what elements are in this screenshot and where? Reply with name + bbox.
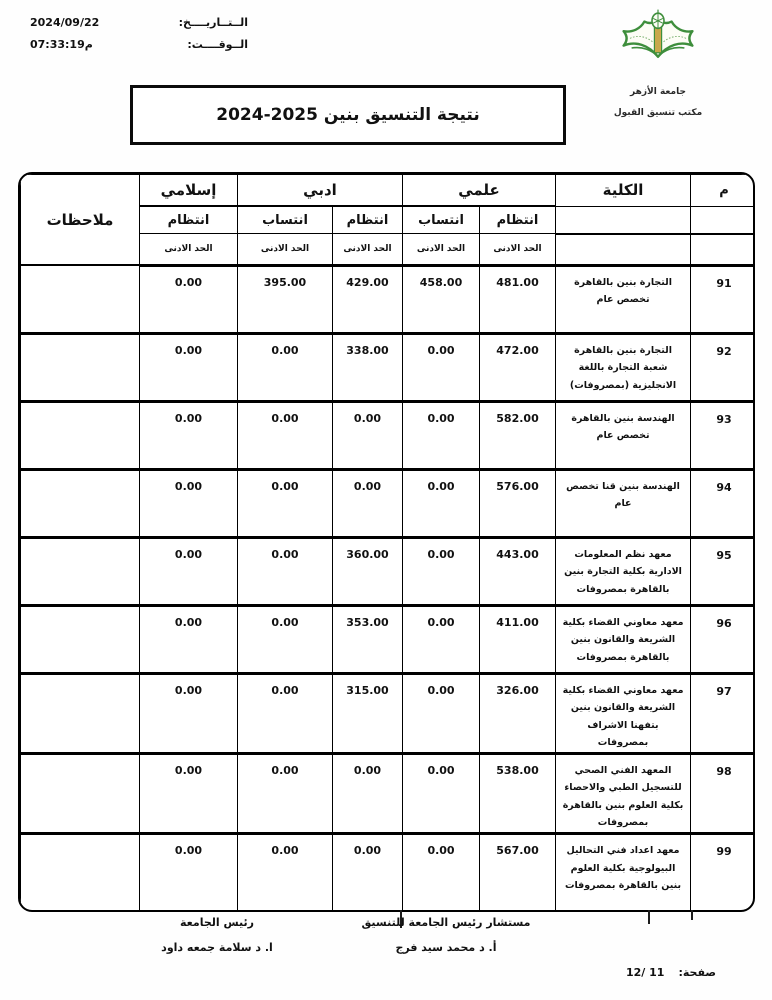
azhar-emblem-icon: [618, 8, 698, 80]
table-row: [21, 265, 756, 333]
cell-sci-regular: 443.00: [480, 537, 556, 605]
cell-sci-affiliation: 0.00: [403, 753, 480, 833]
min-limit-label: الحد الادنى: [238, 234, 333, 266]
table-row: [21, 753, 756, 833]
subheader-sci-affiliation: انتساب: [403, 206, 480, 234]
cell-sci-affiliation: 0.00: [403, 333, 480, 401]
cell-isl-regular: 0.00: [140, 333, 238, 401]
table-body: [21, 265, 756, 912]
report-title: نتيجة التنسيق بنين 2025-2024: [216, 105, 480, 125]
cell-lit-affiliation: 0.00: [238, 537, 333, 605]
col-header-serial: م: [691, 175, 755, 207]
date-value: 2024/09/22: [30, 16, 100, 29]
cell-sci-regular: 576.00: [480, 469, 556, 537]
cell-serial: 95: [691, 537, 755, 605]
col-header-notes: ملاحظات: [21, 175, 140, 266]
cell-lit-affiliation: 0.00: [238, 401, 333, 469]
cell-lit-regular: 315.00: [333, 673, 403, 753]
cell-sci-affiliation: 0.00: [403, 537, 480, 605]
cell-isl-regular: 0.00: [140, 537, 238, 605]
cell-college: الهندسة بنين قنا تخصص عام: [556, 469, 691, 537]
cell-isl-regular: 0.00: [140, 753, 238, 833]
time-row: [30, 38, 248, 51]
cell-lit-regular: 0.00: [333, 753, 403, 833]
results-table: [20, 174, 755, 912]
signature-coordination-advisor: [340, 916, 552, 954]
col-header-islamic: إسلامي: [140, 175, 238, 207]
cell-sci-affiliation: 0.00: [403, 401, 480, 469]
page-label: صفحة:: [678, 966, 716, 979]
cell-notes: [21, 537, 140, 605]
cell-notes: [21, 265, 140, 333]
cell-lit-affiliation: 0.00: [238, 753, 333, 833]
cell-college: معهد معاوني القضاء بكلية الشريعة والقانون بنين بالقاهرة بمصروفات: [556, 605, 691, 673]
cell-serial: 92: [691, 333, 755, 401]
cell-lit-affiliation: 0.00: [238, 834, 333, 913]
cell-lit-regular: 360.00: [333, 537, 403, 605]
cell-sci-regular: 567.00: [480, 834, 556, 913]
university-name: جامعة الأزهر: [630, 87, 686, 97]
cell-notes: [21, 753, 140, 833]
min-limit-label: الحد الادنى: [140, 234, 238, 266]
cell-isl-regular: 0.00: [140, 469, 238, 537]
cell-notes: [21, 333, 140, 401]
date-label: الــتــاريــــخ:: [178, 16, 248, 29]
cell-sci-affiliation: 0.00: [403, 605, 480, 673]
cell-serial: 94: [691, 469, 755, 537]
cell-notes: [21, 469, 140, 537]
col-header-literary: ادبي: [238, 175, 403, 207]
cell-sci-affiliation: 0.00: [403, 469, 480, 537]
column-line-remnant: [691, 910, 693, 920]
column-line-remnant: [648, 910, 650, 924]
cell-sci-regular: 472.00: [480, 333, 556, 401]
min-limit-label: الحد الادنى: [333, 234, 403, 266]
cell-sci-regular: 481.00: [480, 265, 556, 333]
cell-sci-regular: 411.00: [480, 605, 556, 673]
subheader-lit-affiliation: انتساب: [238, 206, 333, 234]
min-limit-label: الحد الادنى: [480, 234, 556, 266]
cell-notes: [21, 605, 140, 673]
cell-sci-regular: 582.00: [480, 401, 556, 469]
cell-serial: 91: [691, 265, 755, 333]
page-value: 12/ 11: [625, 966, 665, 979]
col-header-college: الكلية: [556, 175, 691, 207]
table-row: [21, 401, 756, 469]
cell-lit-affiliation: 0.00: [238, 333, 333, 401]
header-blank-college: [556, 206, 691, 234]
cell-sci-regular: 538.00: [480, 753, 556, 833]
cell-college: التجارة بنين بالقاهرة شعبة التجارة باللغة الانجليزية (بمصروفات): [556, 333, 691, 401]
cell-serial: 97: [691, 673, 755, 753]
signature-name: أ. د محمد سيد فرج: [395, 941, 497, 954]
cell-notes: [21, 401, 140, 469]
cell-isl-regular: 0.00: [140, 834, 238, 913]
cell-college: معهد نظم المعلومات الادارية بكلية التجارة بنين بالقاهرة بمصروفات: [556, 537, 691, 605]
cell-lit-regular: 0.00: [333, 469, 403, 537]
cell-lit-regular: 0.00: [333, 834, 403, 913]
header-blank-college-2: [556, 234, 691, 266]
signature-title: رئيس الجامعة: [180, 916, 254, 929]
signature-university-president: [112, 916, 322, 954]
cell-lit-regular: 0.00: [333, 401, 403, 469]
signature-title: مستشار رئيس الجامعة للتنسيق: [361, 916, 531, 929]
datetime-block: [30, 16, 248, 51]
table-row: [21, 605, 756, 673]
subheader-sci-regular: انتظام: [480, 206, 556, 234]
header-blank-serial-2: [691, 234, 755, 266]
cell-sci-affiliation: 458.00: [403, 265, 480, 333]
time-value: 07:33:19م: [30, 38, 93, 51]
table-row: [21, 333, 756, 401]
subheader-isl-regular: انتظام: [140, 206, 238, 234]
cell-lit-regular: 338.00: [333, 333, 403, 401]
cell-isl-regular: 0.00: [140, 673, 238, 753]
table-row: [21, 834, 756, 913]
cell-college: التجارة بنين بالقاهرة تخصص عام: [556, 265, 691, 333]
cell-serial: 96: [691, 605, 755, 673]
cell-lit-affiliation: 0.00: [238, 673, 333, 753]
cell-serial: 93: [691, 401, 755, 469]
cell-isl-regular: 0.00: [140, 605, 238, 673]
university-logo-block: [608, 8, 708, 118]
subheader-lit-regular: انتظام: [333, 206, 403, 234]
cell-lit-regular: 429.00: [333, 265, 403, 333]
table-row: [21, 469, 756, 537]
cell-lit-affiliation: 395.00: [238, 265, 333, 333]
cell-isl-regular: 0.00: [140, 265, 238, 333]
cell-college: المعهد الفني الصحي للتسجيل الطبي والاحصاء بكلية العلوم بنين بالقاهرة بمصروفات: [556, 753, 691, 833]
cell-serial: 98: [691, 753, 755, 833]
time-label: الــوقــــت:: [187, 38, 248, 51]
page-number: [596, 966, 716, 979]
report-title-box: [130, 85, 566, 145]
min-limit-label: الحد الادنى: [403, 234, 480, 266]
cell-lit-affiliation: 0.00: [238, 605, 333, 673]
cell-notes: [21, 834, 140, 913]
cell-college: الهندسة بنين بالقاهرة تخصص عام: [556, 401, 691, 469]
date-row: [30, 16, 248, 29]
office-name: مكتب تنسيق القبول: [613, 108, 703, 118]
cell-serial: 99: [691, 834, 755, 913]
cell-college: معهد اعداد فني التحاليل البيولوجية بكلية العلوم بنين بالقاهرة بمصروفات: [556, 834, 691, 913]
table-row: [21, 673, 756, 753]
cell-lit-affiliation: 0.00: [238, 469, 333, 537]
col-header-scientific: علمي: [403, 175, 556, 207]
cell-sci-affiliation: 0.00: [403, 673, 480, 753]
cell-lit-regular: 353.00: [333, 605, 403, 673]
signature-name: ا. د سلامة جمعه داود: [161, 941, 273, 954]
results-table-wrapper: [18, 172, 755, 912]
cell-college: معهد معاوني القضاء بكلية الشريعة والقانون بنين بتفهنا الاشراف بمصروفات: [556, 673, 691, 753]
header-blank-serial: [691, 206, 755, 234]
cell-isl-regular: 0.00: [140, 401, 238, 469]
cell-notes: [21, 673, 140, 753]
cell-sci-affiliation: 0.00: [403, 834, 480, 913]
table-row: [21, 537, 756, 605]
table-header: [21, 175, 756, 266]
cell-sci-regular: 326.00: [480, 673, 556, 753]
